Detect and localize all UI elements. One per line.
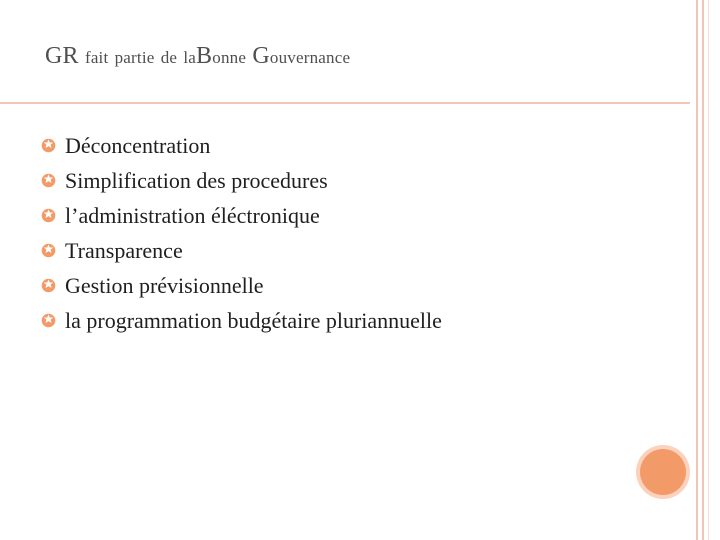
title-fait: fait [84, 48, 109, 67]
list-item [40, 268, 442, 303]
title-bonne-initial: B [196, 43, 213, 69]
bullet-label: Déconcentration [65, 132, 211, 158]
bullet-label: la programmation budgétaire pluriannuelle [65, 307, 442, 333]
circle-accent-icon [640, 449, 686, 495]
gear-icon [40, 172, 57, 189]
list-item [40, 163, 442, 198]
title-partie: partie [114, 48, 155, 67]
title-gouvernance-rest: ouvernance [269, 48, 351, 67]
decorative-rail-line [708, 0, 709, 540]
title-la: la [183, 48, 197, 67]
title-bonne-rest: onne [212, 48, 247, 67]
gear-icon [40, 207, 57, 224]
title-gr: GR [45, 43, 79, 69]
title-de: de [160, 48, 178, 67]
decorative-rail-line [696, 0, 698, 540]
list-item [40, 233, 442, 268]
title-gouvernance-initial: G [252, 43, 270, 69]
gear-icon [40, 277, 57, 294]
bullet-list [40, 128, 442, 338]
gear-icon [40, 137, 57, 154]
bullet-label: l’administration éléctronique [65, 202, 320, 228]
list-item [40, 303, 442, 338]
bullet-label: Transparence [65, 237, 183, 263]
gear-icon [40, 312, 57, 329]
page-title [45, 40, 350, 74]
decorative-right-rail [690, 0, 720, 540]
list-item [40, 128, 442, 163]
gear-icon [40, 242, 57, 259]
bullet-label: Gestion prévisionnelle [65, 272, 264, 298]
decorative-rail-line [702, 0, 704, 540]
bullet-label: Simplification des procedures [65, 167, 328, 193]
title-rule [0, 102, 690, 104]
list-item [40, 198, 442, 233]
